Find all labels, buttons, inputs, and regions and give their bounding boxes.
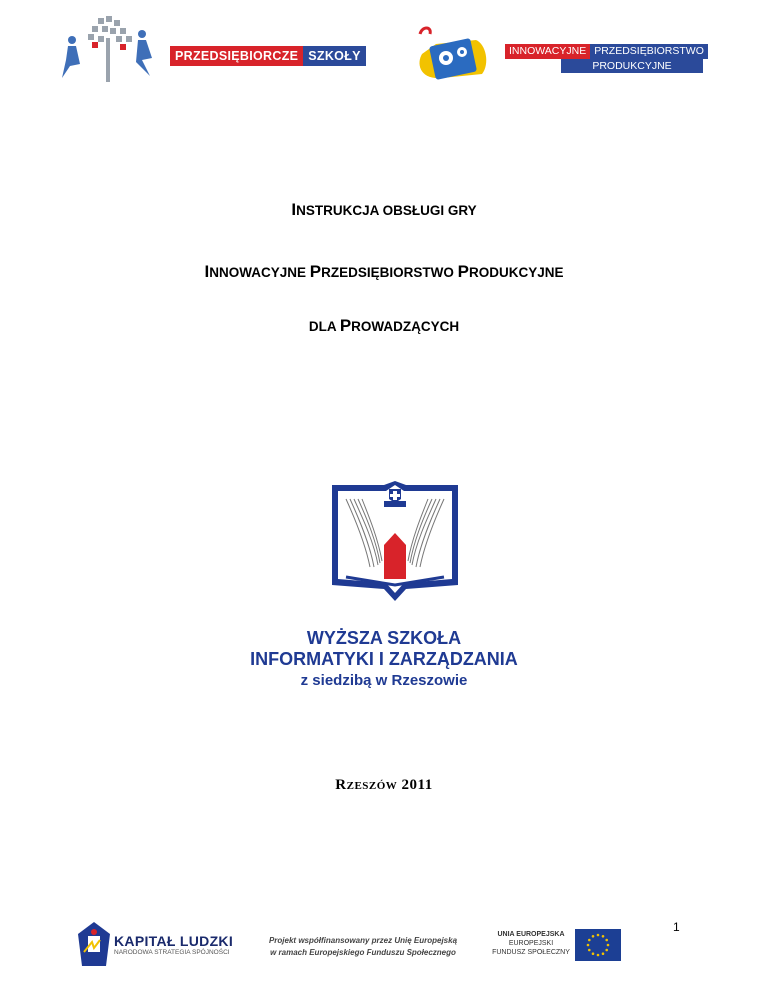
przedsiebiorcze-szkoly-logo bbox=[170, 46, 366, 66]
wsiz-line-2: INFORMATYKI I ZARZĄDZANIA bbox=[250, 649, 518, 669]
eu-text bbox=[490, 930, 572, 957]
eu-flag-icon bbox=[575, 929, 621, 961]
city-rest: ZESZÓW bbox=[346, 780, 398, 792]
title-2-cap-2: P bbox=[309, 262, 322, 281]
title-line-1 bbox=[0, 200, 768, 220]
title-1-rest: NSTRUKCJA OBSŁUGI GRY bbox=[296, 203, 477, 218]
kapital-ludzki-title: KAPITAŁ LUDZKI bbox=[114, 933, 234, 949]
title-2-cap-3: P bbox=[457, 262, 469, 281]
place-and-year bbox=[0, 777, 768, 794]
kapital-ludzki-text bbox=[114, 933, 233, 956]
ipp-part-produkcyjne: PRODUKCYJNE bbox=[561, 59, 703, 73]
wsiz-name bbox=[0, 628, 768, 691]
innowacyjne-przedsiebiorstwo-logo bbox=[505, 44, 708, 73]
year: 2011 bbox=[401, 777, 433, 793]
project-cofinancing-note bbox=[263, 935, 463, 959]
title-2-rest-3: RODUKCYJNE bbox=[468, 265, 564, 280]
eu-line-3: FUNDUSZ SPOŁECZNY bbox=[492, 949, 570, 956]
gear-game-logo bbox=[412, 24, 494, 84]
title-3-rest-1: DLA bbox=[308, 319, 340, 334]
project-line-2: w ramach Europejskiego Funduszu Społecznego bbox=[270, 948, 456, 957]
logo-part-szkoly: SZKOŁY bbox=[303, 46, 366, 66]
ipp-part-przedsiebiorstwo: PRZEDSIĘBIORSTWO bbox=[590, 44, 708, 59]
title-1-cap: I bbox=[291, 200, 297, 219]
title-line-2 bbox=[0, 262, 768, 282]
title-2-rest-2: RZEDSIĘBIORSTWO bbox=[321, 265, 458, 280]
wsiz-line-1: WYŻSZA SZKOŁA bbox=[306, 628, 462, 648]
title-2-cap-1: I bbox=[204, 262, 210, 281]
title-3-cap: P bbox=[339, 316, 352, 335]
project-line-1: Projekt współfinansowany przez Unię Europejską bbox=[268, 936, 458, 945]
title-2-rest-1: NNOWACYJNE bbox=[209, 265, 310, 280]
page-number: 1 bbox=[673, 920, 680, 934]
tree-logo bbox=[58, 14, 158, 90]
title-line-3 bbox=[0, 316, 768, 336]
wsiz-emblem bbox=[326, 481, 464, 609]
kapital-ludzki-subtitle: NARODOWA STRATEGIA SPÓJNOŚCI bbox=[114, 949, 230, 956]
city-cap: R bbox=[335, 777, 347, 793]
wsiz-line-3: z siedzibą w Rzeszowie bbox=[300, 672, 468, 689]
eu-line-2: EUROPEJSKI bbox=[508, 940, 554, 947]
title-3-rest-2: ROWADZĄCYCH bbox=[351, 319, 460, 334]
logo-part-przedsiebiorcze: PRZEDSIĘBIORCZE bbox=[170, 46, 303, 66]
kapital-ludzki-icon bbox=[78, 922, 110, 966]
eu-line-1: UNIA EUROPEJSKA bbox=[497, 931, 565, 938]
ipp-part-innowacyjne: INNOWACYJNE bbox=[505, 44, 590, 59]
